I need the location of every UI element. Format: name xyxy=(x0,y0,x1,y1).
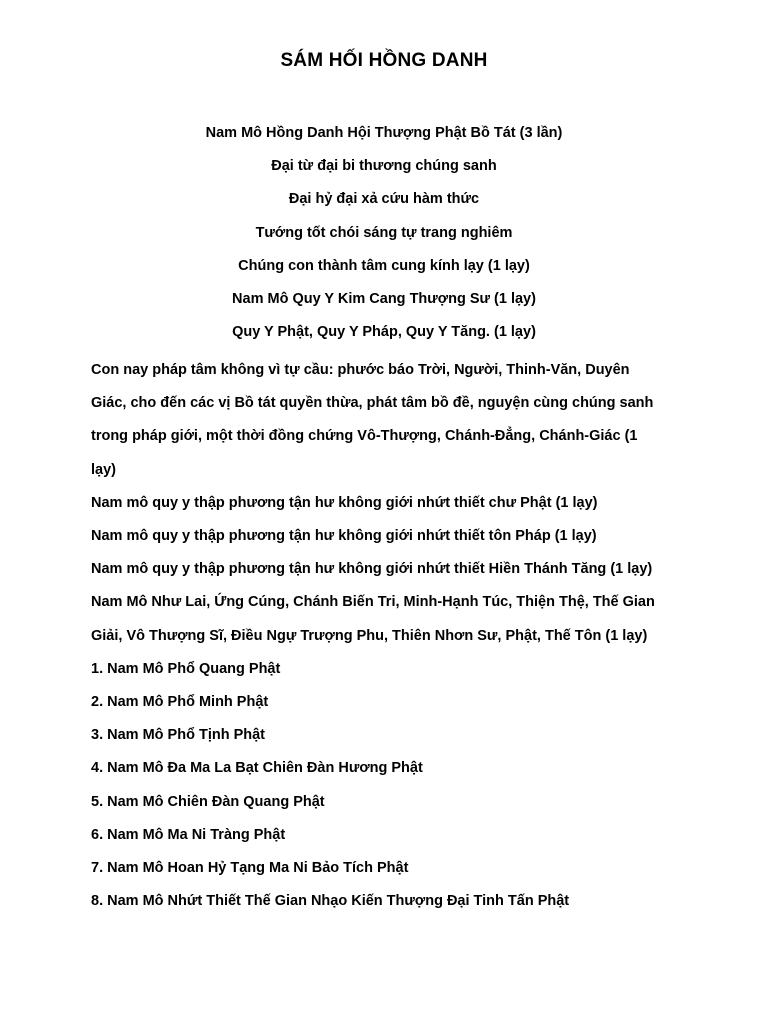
buddha-name-item: 5. Nam Mô Chiên Đàn Quang Phật xyxy=(91,793,325,810)
invocation-line: Đại từ đại bi thương chúng sanh xyxy=(271,158,497,175)
document-title: SÁM HỐI HỒNG DANH xyxy=(280,50,488,71)
buddha-name-item: 6. Nam Mô Ma Ni Tràng Phật xyxy=(91,826,286,843)
buddha-name-item: 1. Nam Mô Phổ Quang Phật xyxy=(91,660,281,677)
buddha-name-item: 8. Nam Mô Nhứt Thiết Thế Gian Nhạo Kiến Thượng Đại Tinh Tấn Phật xyxy=(91,893,570,910)
document-body xyxy=(91,354,663,918)
invocation-line: Nam Mô Quy Y Kim Cang Thượng Sư (1 lạy) xyxy=(232,290,536,307)
invocation-line: Nam Mô Hồng Danh Hội Thượng Phật Bồ Tát (3 lần) xyxy=(205,125,563,141)
invocation-line: Chúng con thành tâm cung kính lạy (1 lạy) xyxy=(238,257,530,274)
invocation-line: Tướng tốt chói sáng tự trang nghiêm xyxy=(255,224,513,241)
buddha-name-item: 7. Nam Mô Hoan Hỷ Tạng Ma Ni Bảo Tích Phật xyxy=(91,860,409,877)
buddha-name-item: 3. Nam Mô Phổ Tịnh Phật xyxy=(91,727,266,744)
invocation-block xyxy=(0,121,768,353)
invocation-line: Quy Y Phật, Quy Y Pháp, Quy Y Tăng. (1 lạy) xyxy=(232,324,536,341)
refuge-buddha-line: Nam mô quy y thập phương tận hư không giới nhứt thiết chư Phật (1 lạy) xyxy=(91,494,598,511)
buddha-titles-paragraph: Nam Mô Như Lai, Ứng Cúng, Chánh Biến Tri, Minh-Hạnh Túc, Thiện Thệ, Thế Gian Giải, Vô Thượng Sĩ, Điều Ngự Trượng Phu, Thiên Nhơn Sư, Phật, Thế Tôn (1 lạy) xyxy=(91,594,655,644)
buddha-name-item: 4. Nam Mô Đa Ma La Bạt Chiên Đàn Hương Phật xyxy=(91,760,423,777)
vow-paragraph: Con nay pháp tâm không vì tự cầu: phước báo Trời, Người, Thinh-Văn, Duyên Giác, cho đến các vị Bồ tát quyền thừa, phát tâm bồ đề, nguyện cùng chúng sanh trong pháp giới, một thời đồng chứng Vô-Thượng, Chánh-Đẳng, Chánh-Giác (1 lạy) xyxy=(91,362,654,478)
refuge-dharma-line: Nam mô quy y thập phương tận hư không giới nhứt thiết tôn Pháp (1 lạy) xyxy=(91,528,597,545)
invocation-line: Đại hỷ đại xả cứu hàm thức xyxy=(288,191,480,208)
buddha-name-item: 2. Nam Mô Phổ Minh Phật xyxy=(91,694,269,711)
refuge-sangha-line: Nam mô quy y thập phương tận hư không giới nhứt thiết Hiền Thánh Tăng (1 lạy) xyxy=(91,561,653,578)
